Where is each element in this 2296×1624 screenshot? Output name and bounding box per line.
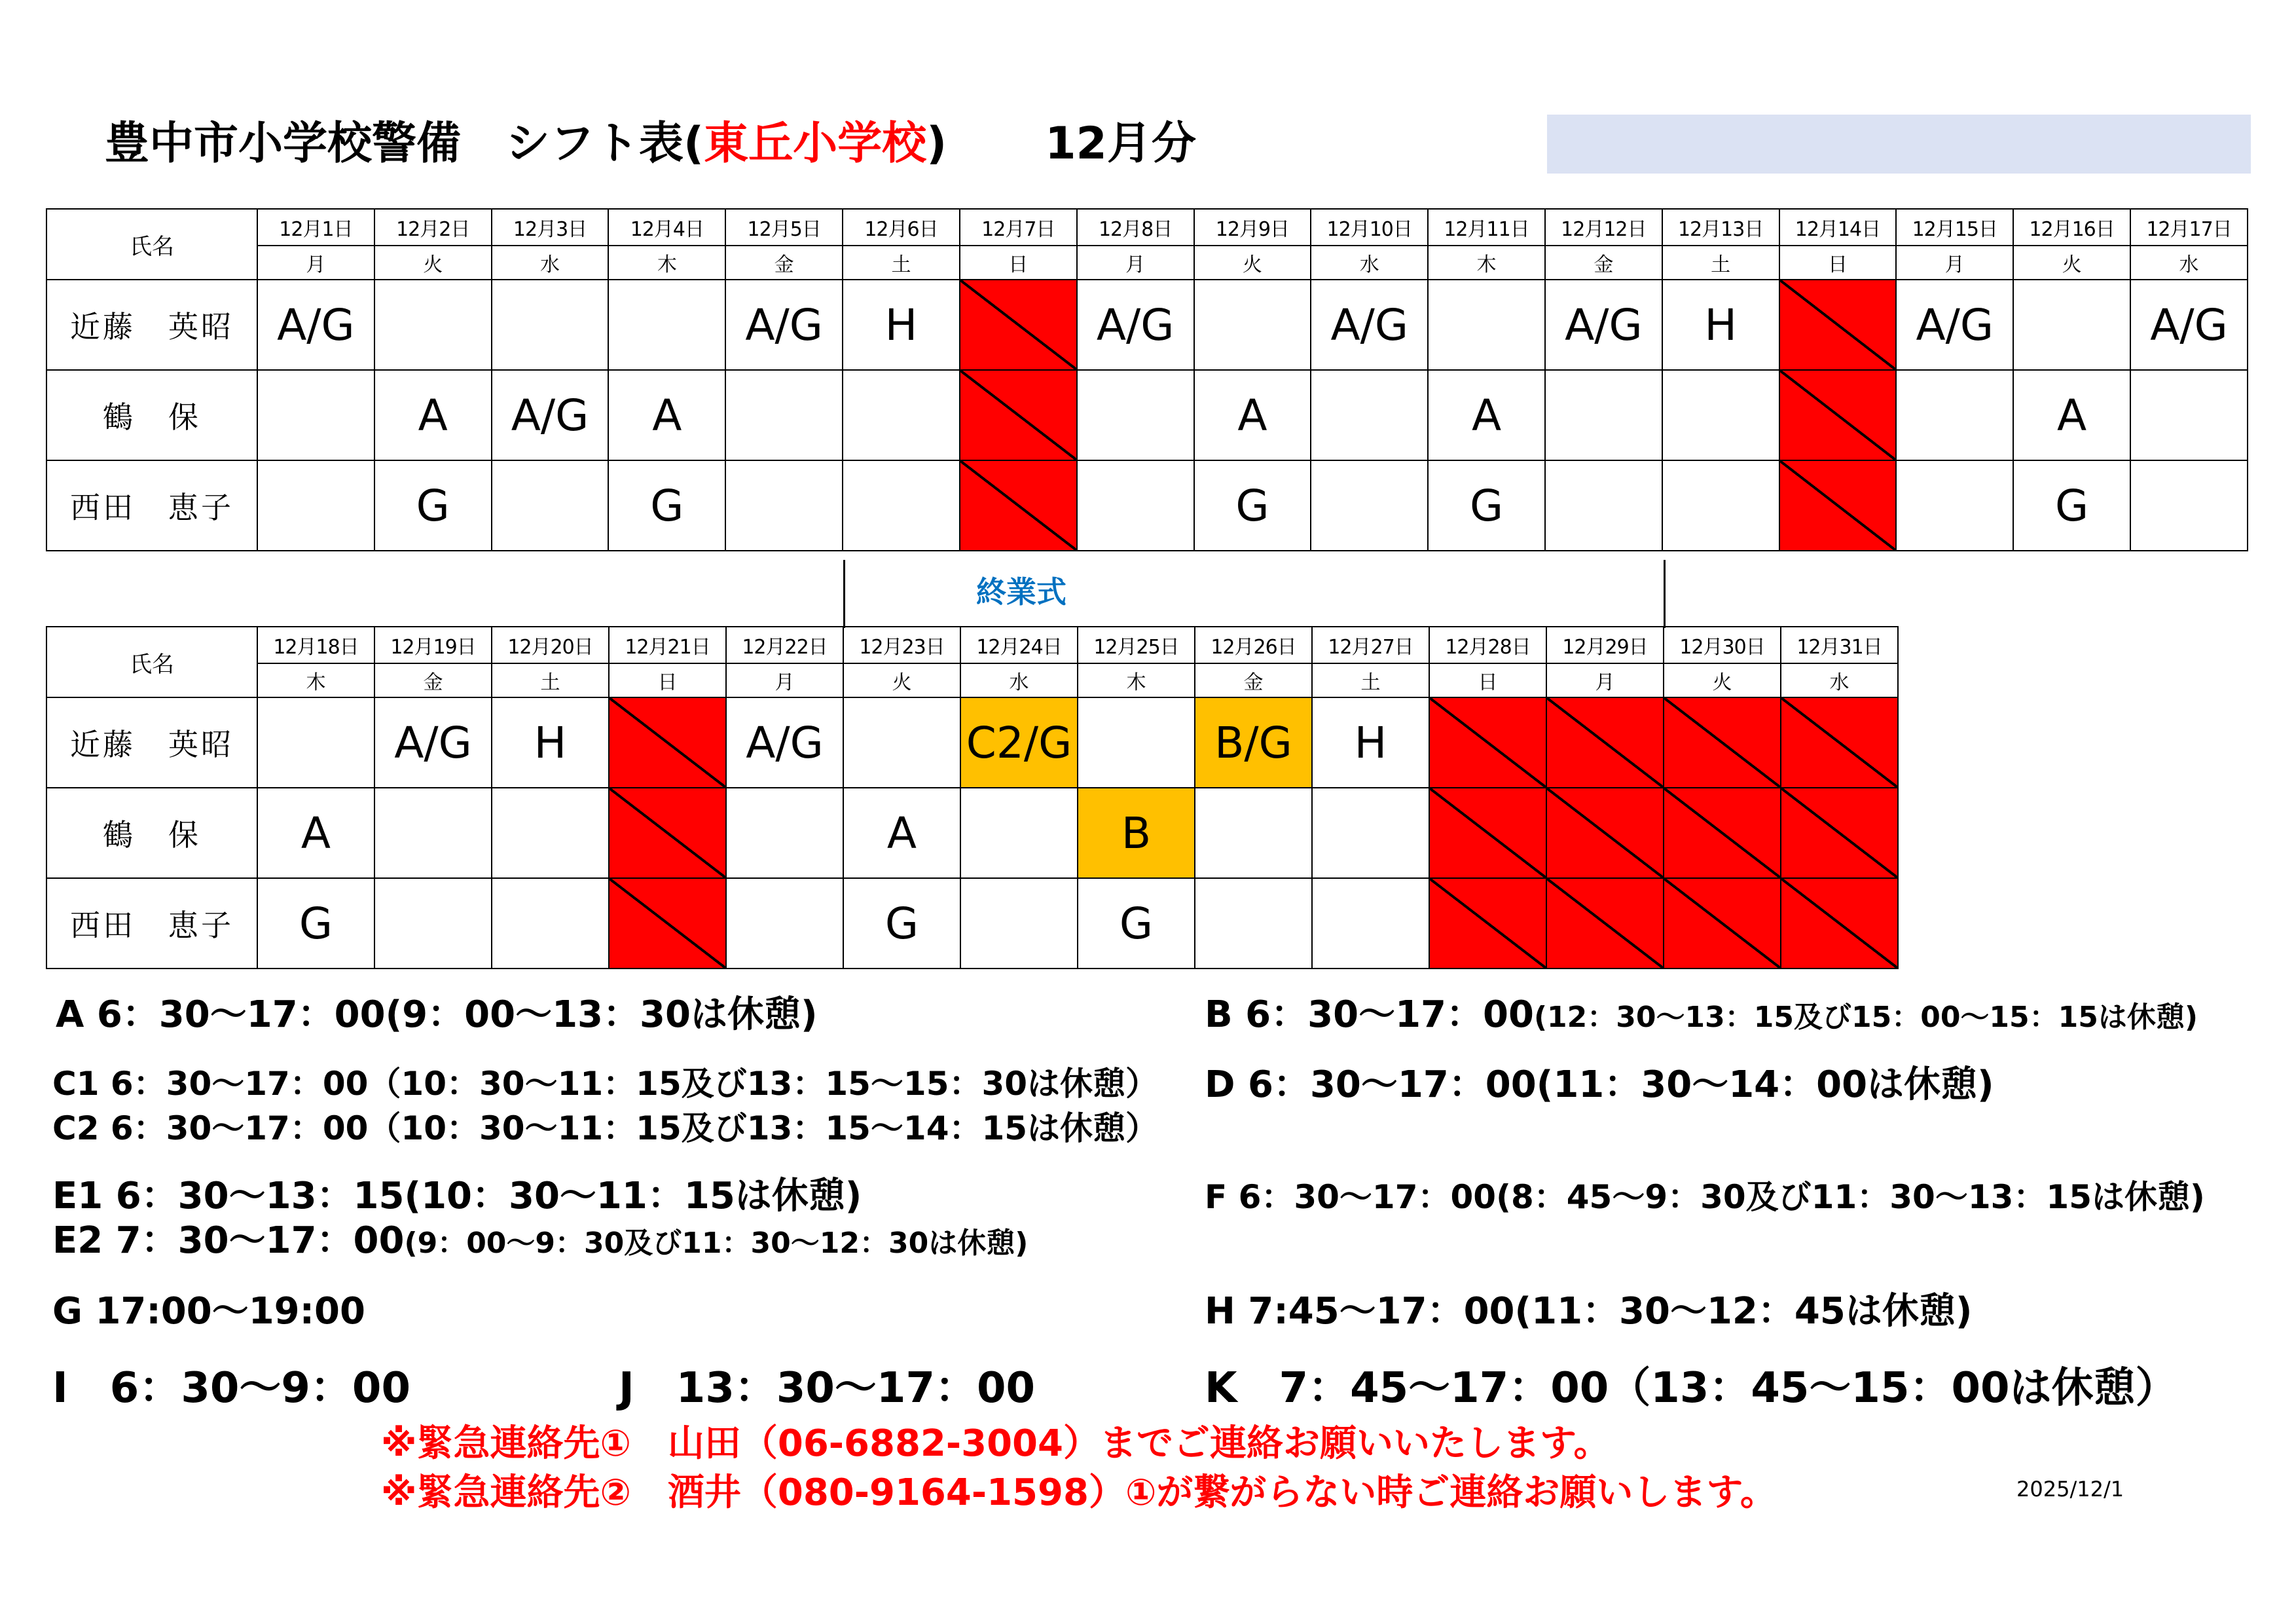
shift-table-second-half [46, 626, 1899, 969]
date-header: 12月15日 [1896, 209, 2013, 246]
shift-cell [1896, 370, 2013, 460]
day-off-cell [960, 460, 1077, 551]
shift-code: G [1235, 480, 1269, 531]
shift-cell [726, 788, 843, 878]
legend-b-break: (12：30〜13：15及び15：00〜15：15は休憩) [1533, 1001, 2198, 1034]
shift-cell [960, 788, 1078, 878]
weekday-header: 土 [1662, 246, 1779, 280]
staff-row [46, 788, 1898, 878]
staff-name: 鶴 保 [46, 788, 257, 878]
shift-code: A/G [1096, 299, 1175, 350]
weekday-header: 月 [257, 246, 374, 280]
date-header: 12月10日 [1311, 209, 1428, 246]
shift-code: A [886, 807, 917, 858]
shift-cell [257, 697, 374, 788]
date-header: 12月6日 [843, 209, 960, 246]
day-off-cell [1664, 697, 1781, 788]
date-header: 12月23日 [843, 627, 960, 663]
day-off-cell [1781, 878, 1898, 969]
school-name: 東丘小学校 [704, 118, 927, 170]
page-title [105, 111, 1196, 177]
title-suffix: ) [926, 118, 947, 170]
shift-cell [374, 697, 492, 788]
shift-cell [257, 460, 374, 551]
shift-cell [1311, 460, 1428, 551]
staff-row [46, 460, 2248, 551]
shift-code: G [1469, 480, 1504, 531]
header-blank-box [1547, 115, 2251, 174]
name-header: 氏名 [46, 209, 257, 280]
weekday-header: 月 [1077, 246, 1194, 280]
shift-cell [1545, 460, 1662, 551]
date-header: 12月26日 [1195, 627, 1312, 663]
day-off-cell [609, 697, 726, 788]
shift-cell [374, 370, 492, 460]
legend-g: G 17:00〜19:00 [52, 1290, 365, 1333]
legend-e2-break: (9：00〜9：30及び11：30〜12：30は休憩) [404, 1227, 1029, 1260]
weekday-header: 月 [1896, 246, 2013, 280]
shift-cell [843, 370, 960, 460]
shift-cell [1078, 788, 1195, 878]
day-off-cell [1429, 788, 1546, 878]
shift-cell [843, 788, 960, 878]
shift-code: A/G [745, 299, 823, 350]
date-header: 12月25日 [1078, 627, 1195, 663]
date-header: 12月5日 [725, 209, 843, 246]
shift-cell [257, 280, 374, 370]
date-header: 12月14日 [1779, 209, 1897, 246]
staff-name: 近藤 英昭 [46, 697, 257, 788]
shift-code: G [2055, 480, 2089, 531]
weekday-header: 水 [1781, 663, 1898, 697]
day-off-cell [1779, 460, 1897, 551]
shift-code: A [301, 807, 331, 858]
shift-code: A [418, 390, 448, 441]
shift-code: A/G [746, 717, 824, 768]
shift-cell [1428, 370, 1545, 460]
shift-cell [1662, 370, 1779, 460]
shift-cell [492, 788, 609, 878]
shift-cell [1194, 370, 1311, 460]
weekday-header: 金 [374, 663, 492, 697]
shift-code: C2/G [966, 717, 1072, 768]
shift-cell [2013, 370, 2130, 460]
shift-code: A/G [1916, 299, 1994, 350]
weekday-header: 木 [1428, 246, 1545, 280]
legend-c1: C1 6：30〜17：00（10：30〜11：15及び13：15〜15：30は休憩） [52, 1065, 1159, 1103]
shift-code: G [650, 480, 684, 531]
legend-a: A 6：30〜17：00(9：00〜13：30は休憩) [56, 993, 818, 1036]
weekday-header: 金 [1195, 663, 1312, 697]
shift-cell [374, 460, 492, 551]
shift-code: G [884, 898, 919, 949]
shift-code: G [1119, 898, 1154, 949]
day-off-cell [1664, 878, 1781, 969]
shift-cell [492, 370, 609, 460]
shift-cell [374, 878, 492, 969]
shift-cell [492, 878, 609, 969]
date-header: 12月27日 [1312, 627, 1429, 663]
shift-cell [1194, 460, 1311, 551]
shift-table-first-half [46, 208, 2248, 551]
date-header: 12月2日 [374, 209, 492, 246]
shift-code: A [2057, 390, 2087, 441]
staff-row [46, 370, 2248, 460]
shift-cell [492, 280, 609, 370]
shift-cell [726, 878, 843, 969]
shift-cell [1194, 280, 1311, 370]
shift-code: B [1121, 807, 1152, 858]
day-off-cell [1781, 788, 1898, 878]
weekday-header: 水 [1311, 246, 1428, 280]
shift-code: G [299, 898, 333, 949]
day-off-cell [609, 878, 726, 969]
shift-code: H [534, 717, 567, 768]
legend-e2-hours: E2 7：30〜17：00 [52, 1219, 405, 1262]
shift-cell [1545, 280, 1662, 370]
shift-code: A/G [511, 390, 589, 441]
weekday-header: 火 [1194, 246, 1311, 280]
weekday-header: 木 [1078, 663, 1195, 697]
date-header: 12月8日 [1077, 209, 1194, 246]
day-off-cell [1779, 280, 1897, 370]
date-header: 12月28日 [1429, 627, 1546, 663]
date-row [46, 627, 1898, 663]
shift-cell [257, 370, 374, 460]
shift-cell [1428, 460, 1545, 551]
weekday-header: 水 [960, 663, 1078, 697]
shift-cell [2130, 370, 2248, 460]
day-off-cell [1546, 697, 1664, 788]
shift-cell [374, 788, 492, 878]
legend-i: I 6：30〜9：00 [52, 1364, 410, 1412]
staff-name: 鶴 保 [46, 370, 257, 460]
shift-cell [1195, 788, 1312, 878]
date-header: 12月12日 [1545, 209, 1662, 246]
shift-cell [1896, 280, 2013, 370]
shift-cell [1545, 370, 1662, 460]
staff-row [46, 697, 1898, 788]
shift-cell [2013, 460, 2130, 551]
issue-date: 2025/12/1 [2016, 1477, 2124, 1502]
weekday-header: 月 [726, 663, 843, 697]
shift-cell [843, 280, 960, 370]
date-row [46, 209, 2248, 246]
date-header: 12月17日 [2130, 209, 2248, 246]
staff-name: 西田 恵子 [46, 878, 257, 969]
shift-cell [960, 878, 1078, 969]
shift-cell [1077, 280, 1194, 370]
shift-cell [608, 460, 725, 551]
date-header: 12月24日 [960, 627, 1078, 663]
ceremony-label: 終業式 [976, 574, 1066, 610]
weekday-header: 土 [1312, 663, 1429, 697]
shift-cell [1662, 460, 1779, 551]
date-header: 12月4日 [608, 209, 725, 246]
shift-cell [2130, 280, 2248, 370]
day-off-cell [609, 788, 726, 878]
shift-cell [843, 460, 960, 551]
shift-cell [608, 280, 725, 370]
shift-code: A/G [277, 299, 355, 350]
shift-cell [2013, 280, 2130, 370]
shift-cell [1077, 370, 1194, 460]
date-header: 12月20日 [492, 627, 609, 663]
shift-code: B/G [1214, 717, 1292, 768]
shift-cell [257, 878, 374, 969]
shift-cell [1312, 788, 1429, 878]
weekday-header: 火 [2013, 246, 2130, 280]
shift-code: A/G [1330, 299, 1408, 350]
date-header: 12月30日 [1664, 627, 1781, 663]
date-header: 12月1日 [257, 209, 374, 246]
shift-cell [257, 788, 374, 878]
date-header: 12月7日 [960, 209, 1077, 246]
shift-cell [1077, 460, 1194, 551]
shift-cell [492, 697, 609, 788]
date-header: 12月13日 [1662, 209, 1779, 246]
shift-cell [843, 697, 960, 788]
shift-code: A/G [394, 717, 472, 768]
date-header: 12月31日 [1781, 627, 1898, 663]
weekday-header: 火 [1664, 663, 1781, 697]
shift-code: H [1354, 717, 1387, 768]
date-header: 12月18日 [257, 627, 374, 663]
shift-cell [608, 370, 725, 460]
day-off-cell [1429, 697, 1546, 788]
weekday-header: 土 [492, 663, 609, 697]
shift-cell [1078, 878, 1195, 969]
weekday-header: 月 [1546, 663, 1664, 697]
shift-cell [1428, 280, 1545, 370]
ceremony-divider-right [1664, 560, 1666, 628]
weekday-header: 火 [374, 246, 492, 280]
legend-e2 [52, 1211, 1028, 1264]
legend-j: J 13：30〜17：00 [619, 1364, 1036, 1412]
shift-code: G [416, 480, 450, 531]
dow-row [46, 246, 2248, 280]
staff-row [46, 280, 2248, 370]
legend-b-hours: B 6：30〜17：00 [1205, 993, 1534, 1036]
day-off-cell [1664, 788, 1781, 878]
legend-h: H 7:45〜17：00(11：30〜12：45は休憩) [1205, 1290, 1973, 1333]
title-month: 12月分 [1045, 118, 1196, 170]
legend-b [1205, 986, 2198, 1038]
day-off-cell [1546, 878, 1664, 969]
shift-cell [1662, 280, 1779, 370]
legend-k: K 7：45〜17：00（13：45〜15：00は休憩） [1205, 1364, 2178, 1412]
name-header: 氏名 [46, 627, 257, 697]
day-off-cell [1781, 697, 1898, 788]
weekday-header: 金 [725, 246, 843, 280]
date-header: 12月22日 [726, 627, 843, 663]
shift-cell [1195, 697, 1312, 788]
legend-f: F 6：30〜17：00(8：45〜9：30及び11：30〜13：15は休憩) [1205, 1178, 2205, 1216]
shift-code: A [1471, 390, 1502, 441]
staff-name: 近藤 英昭 [46, 280, 257, 370]
shift-code: A/G [1565, 299, 1643, 350]
shift-cell [1311, 370, 1428, 460]
shift-cell [1195, 878, 1312, 969]
weekday-header: 火 [843, 663, 960, 697]
shift-cell [1078, 697, 1195, 788]
weekday-header: 日 [609, 663, 726, 697]
weekday-header: 木 [608, 246, 725, 280]
date-header: 12月3日 [492, 209, 609, 246]
legend-c2: C2 6：30〜17：00（10：30〜11：15及び13：15〜14：15は休憩） [52, 1109, 1159, 1147]
day-off-cell [960, 370, 1077, 460]
shift-cell [726, 697, 843, 788]
weekday-header: 日 [960, 246, 1077, 280]
shift-cell [843, 878, 960, 969]
shift-code: H [1704, 299, 1737, 350]
shift-cell [1312, 878, 1429, 969]
title-prefix: 豊中市小学校警備 シフト表( [105, 118, 704, 170]
date-header: 12月19日 [374, 627, 492, 663]
date-header: 12月29日 [1546, 627, 1664, 663]
shift-cell [725, 280, 843, 370]
shift-cell [492, 460, 609, 551]
weekday-header: 水 [2130, 246, 2248, 280]
shift-code: H [884, 299, 918, 350]
date-header: 12月11日 [1428, 209, 1545, 246]
weekday-header: 金 [1545, 246, 1662, 280]
shift-cell [725, 370, 843, 460]
weekday-header: 日 [1429, 663, 1546, 697]
dow-row [46, 663, 1898, 697]
weekday-header: 土 [843, 246, 960, 280]
weekday-header: 木 [257, 663, 374, 697]
shift-cell [374, 280, 492, 370]
legend-e1: E1 6：30〜13：15(10：30〜11：15は休憩) [52, 1175, 862, 1217]
staff-row [46, 878, 1898, 969]
weekday-header: 日 [1779, 246, 1897, 280]
shift-code: A/G [2150, 299, 2228, 350]
shift-code: A [1237, 390, 1267, 441]
date-header: 12月9日 [1194, 209, 1311, 246]
weekday-header: 水 [492, 246, 609, 280]
emergency-contact-2: ※緊急連絡先② 酒井（080-9164-1598）①が繋がらない時ご連絡お願いします。 [381, 1471, 1777, 1514]
day-off-cell [1429, 878, 1546, 969]
day-off-cell [960, 280, 1077, 370]
date-header: 12月21日 [609, 627, 726, 663]
shift-code: A [652, 390, 682, 441]
day-off-cell [1779, 370, 1897, 460]
day-off-cell [1546, 788, 1664, 878]
legend-d: D 6：30〜17：00(11：30〜14：00は休憩) [1205, 1063, 1994, 1106]
shift-cell [960, 697, 1078, 788]
staff-name: 西田 恵子 [46, 460, 257, 551]
emergency-contact-1: ※緊急連絡先① 山田（06-6882-3004）までご連絡お願いいたします。 [381, 1422, 1611, 1465]
shift-cell [725, 460, 843, 551]
shift-cell [2130, 460, 2248, 551]
shift-cell [1311, 280, 1428, 370]
ceremony-divider-left [843, 560, 845, 628]
date-header: 12月16日 [2013, 209, 2130, 246]
shift-cell [1896, 460, 2013, 551]
shift-cell [1312, 697, 1429, 788]
